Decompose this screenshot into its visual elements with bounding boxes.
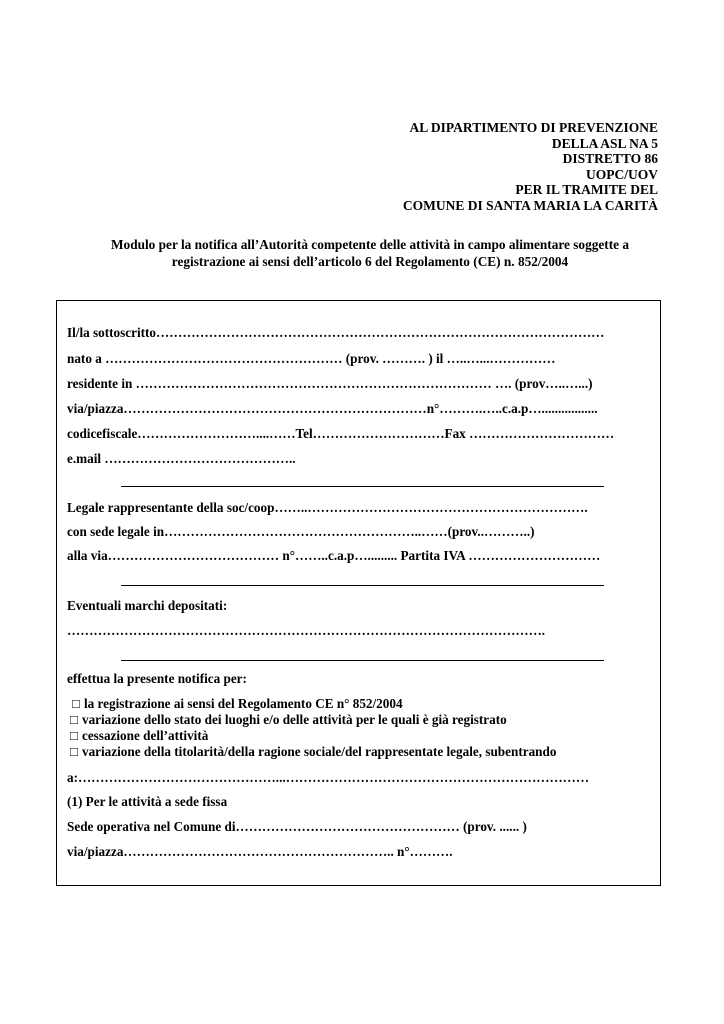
form-title [70, 236, 670, 270]
option-label: la registrazione ai sensi del Regolamento CE n° 852/2004 [83, 696, 403, 711]
recipient-line: DISTRETTO 86 [562, 151, 658, 167]
codice-fiscale-field[interactable]: codicefiscale………………………....……Tel…………………………Fax …………………………… [67, 426, 615, 441]
form-title-line1: Modulo per la notifica all’Autorità competente delle attività in campo alimentare soggette a [111, 237, 629, 252]
legale-rappresentante-field[interactable]: Legale rappresentante della soc/coop……..………………………………………………………. [67, 500, 588, 515]
recipient-line: COMUNE DI SANTA MARIA LA CARITÀ [402, 197, 658, 213]
sede-operativa-field[interactable]: Sede operativa nel Comune di…………………………………………… (prov. ...... ) [67, 819, 527, 834]
option-cessazione[interactable] [70, 728, 208, 744]
recipient-address [403, 120, 658, 214]
checkbox-icon[interactable]: □ [70, 744, 78, 759]
option-registrazione[interactable] [72, 696, 403, 712]
sede-legale-field[interactable]: con sede legale in…………………………………………………..……(prov..………..) [67, 524, 535, 539]
marchi-label: Eventuali marchi depositati: [67, 598, 228, 613]
divider [121, 660, 604, 661]
recipient-line: AL DIPARTIMENTO DI PREVENZIONE [409, 120, 658, 135]
marchi-field[interactable]: ………………………………………………………………………………………………. [67, 623, 546, 638]
option-label: cessazione dell’attività [81, 728, 209, 743]
checkbox-icon[interactable]: □ [70, 728, 78, 743]
option-label: variazione della titolarità/della ragione sociale/del rappresentate legale, subentrando [81, 744, 557, 759]
recipient-line: UOPC/UOV [586, 166, 658, 182]
divider [121, 486, 604, 487]
checkbox-icon[interactable]: □ [70, 712, 78, 727]
form-title-line2: registrazione ai sensi dell’articolo 6 del Regolamento (CE) n. 852/2004 [171, 254, 569, 269]
via-field[interactable]: via/piazza……………………………………………………………n°……….…..c.a.p…................. [67, 401, 598, 416]
attivita-sede-fissa-heading: (1) Per le attività a sede fissa [67, 794, 228, 809]
via-sede-operativa-field[interactable]: via/piazza…………………………………………………….. n°………. [67, 844, 453, 859]
divider [121, 585, 604, 586]
effettua-label: effettua la presente notifica per: [67, 671, 247, 686]
nato-field[interactable]: nato a ……………………………………………… (prov. ………. ) il …..…...…………… [67, 351, 556, 366]
option-variazione-luoghi[interactable] [70, 712, 507, 728]
sottoscritto-field[interactable]: Il/la sottoscritto………………………………………………………………………………………… [67, 325, 605, 340]
option-label: variazione dello stato dei luoghi e/o delle attività per le quali è già registrato [81, 712, 507, 727]
residente-field[interactable]: residente in ……………………………………………………………………… …. (prov…..…...) [67, 376, 593, 391]
recipient-line: PER IL TRAMITE DEL [515, 182, 658, 198]
checkbox-icon[interactable]: □ [72, 696, 80, 711]
alla-via-field[interactable]: alla via………………………………… n°……..c.a.p…......... Partita IVA ………………………… [67, 548, 601, 563]
option-variazione-titolarita[interactable] [70, 744, 556, 760]
recipient-line: DELLA ASL NA 5 [551, 135, 658, 151]
email-field[interactable]: e.mail …………………………………….. [67, 451, 296, 466]
subentrando-a-field[interactable]: a:………………………………………...…………………………………………………………… [67, 770, 590, 785]
